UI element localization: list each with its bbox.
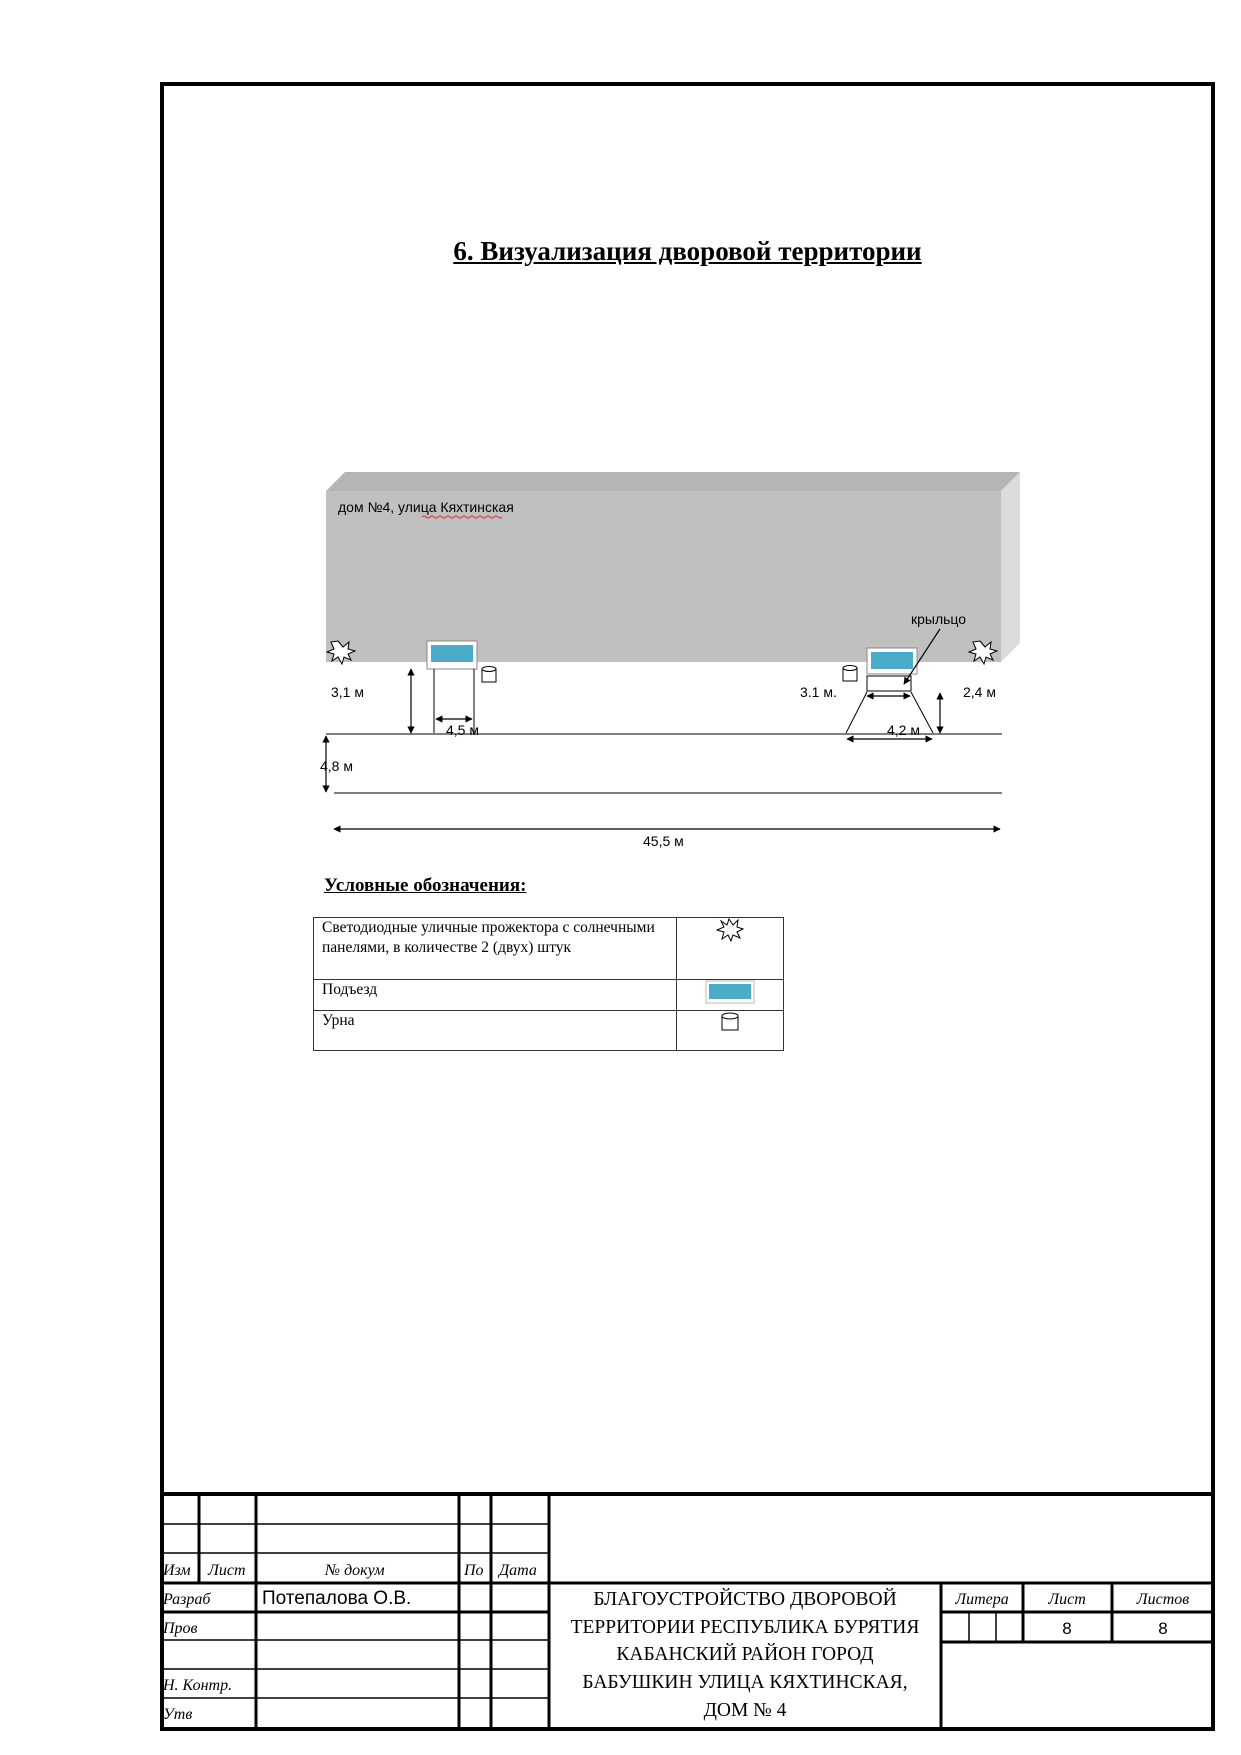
stamp-sheet-value: 8 [1062, 1619, 1072, 1638]
stamp-utv-label: Утв [163, 1706, 193, 1723]
stamp-sheet-label: Лист [1048, 1591, 1086, 1608]
stamp-title-line: ТЕРРИТОРИИ РЕСПУБЛИКА БУРЯТИЯ [570, 1617, 920, 1638]
stamp-title-line: БЛАГОУСТРОЙСТВО ДВОРОВОЙ [593, 1589, 897, 1610]
stamp-title-line: ДОМ № 4 [703, 1700, 787, 1721]
stamp-nkontr-label: Н. Контр. [163, 1677, 233, 1694]
stamp-litera-label: Литера [955, 1591, 1009, 1608]
house-label: дом №4, улица Кяхтинская [338, 499, 514, 515]
right-depth-label: 3.1 м. [800, 684, 837, 700]
stamp-col-podp: По [464, 1562, 484, 1579]
stamp-title-line: БАБУШКИН УЛИЦА КЯХТИНСКАЯ, [582, 1672, 908, 1693]
stamp-sheets-label: Листов [1136, 1591, 1190, 1608]
stamp-col-date: Дата [499, 1562, 537, 1579]
legend-text: Урна [314, 1011, 677, 1051]
legend-text: Подъезд [314, 980, 677, 1011]
left-width-label: 4,5 м [446, 722, 479, 738]
stamp-col-izm: Изм [163, 1562, 191, 1579]
porch-label: крыльцо [911, 611, 967, 627]
left-depth-label: 3,1 м [331, 684, 364, 700]
stamp-title-line: КАБАНСКИЙ РАЙОН ГОРОД [616, 1644, 874, 1665]
right-width-label: 4,2 м [887, 722, 920, 738]
stamp-sheets-value: 8 [1158, 1619, 1168, 1638]
right-offset-label: 2,4 м [963, 684, 996, 700]
legend-text: Светодиодные уличные прожектора с солнечными панелями, в количестве 2 (двух) штук [314, 918, 677, 980]
stamp-razrab-name: Потепалова О.В. [262, 1588, 412, 1609]
stamp-razrab-label: Разраб [163, 1591, 211, 1608]
road-width-label: 4,8 м [320, 758, 353, 774]
legend-heading: Условные обозначения: [324, 875, 527, 896]
stamp-prov-label: Пров [163, 1620, 198, 1637]
total-length-label: 45,5 м [643, 833, 684, 849]
page-title: 6. Визуализация дворовой территории [453, 236, 922, 266]
stamp-col-doc: № докум [325, 1562, 385, 1579]
stamp-col-list: Лист [208, 1562, 246, 1579]
